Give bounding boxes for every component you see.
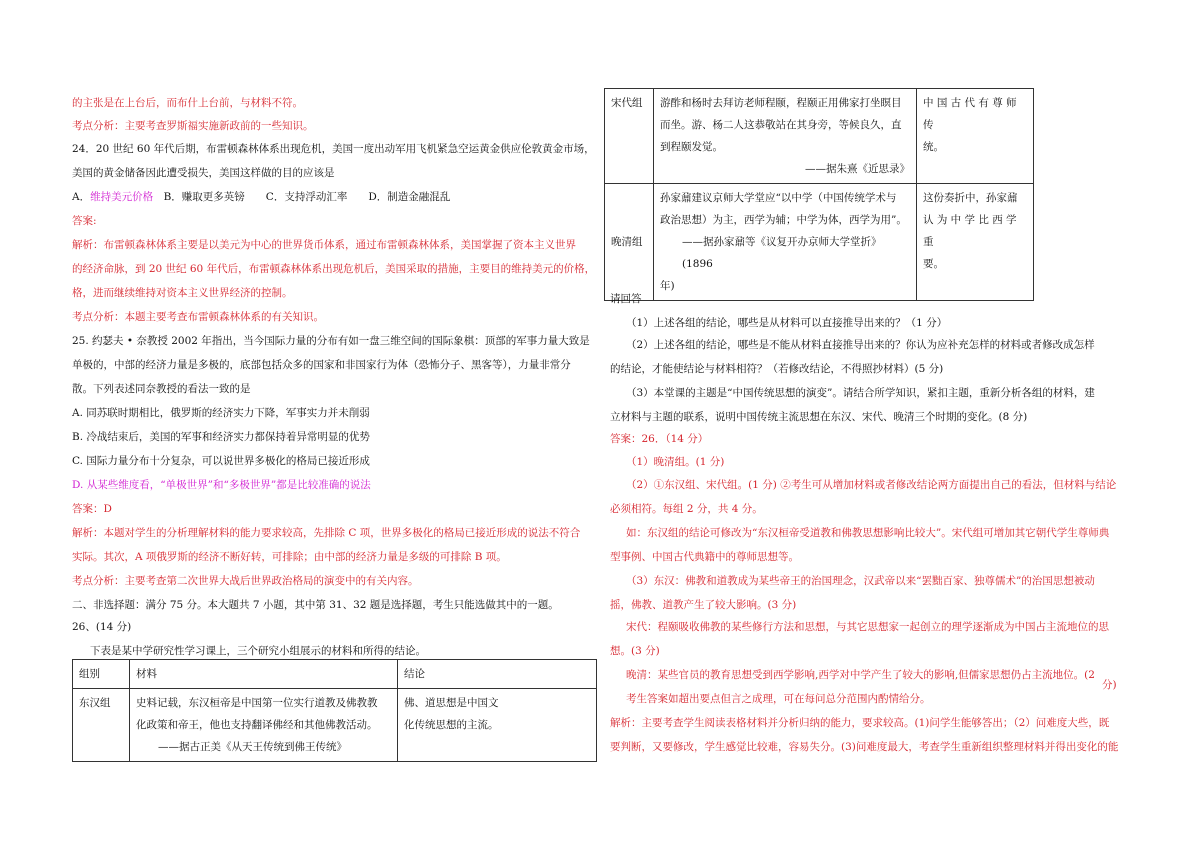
ask-heading: 请回答 — [610, 293, 642, 305]
table-row-donghan — [73, 689, 597, 762]
q25-option-d: D. 从某些维度看，“单极世界”和“多极世界”都是比较准确的说法 — [72, 479, 371, 491]
conclusion-line: 统。 — [923, 141, 944, 153]
table-header-row — [73, 660, 597, 689]
q26-heading: 26、(14 分) — [72, 621, 132, 633]
group-donghan: 东汉组 — [73, 689, 130, 762]
q25-stem-line2: 单极的，中部的经济力量是多极的，底部包括众多的国家和非国家行为体（恐怖分子、黑客等），力量非常分 — [72, 359, 571, 371]
material-source: ——据古正美《从天王传统到佛王传统》 — [158, 741, 347, 753]
material-line: 到程颐发觉。 — [660, 141, 723, 153]
conclusion-line: 认 为 中 学 比 西 学 重 — [923, 214, 1017, 248]
table-row-song — [605, 89, 1034, 184]
q24-stem-line2: 美国的黄金储备因此遭受损失，美国这样做的目的应该是 — [72, 167, 335, 179]
material-donghan — [130, 689, 398, 762]
explanation-line2: 要判断，又要修改，学生感觉比较难，容易失分。(3)问难度最大，考查学生重新组织整理材料并得出变化的能 — [610, 741, 1119, 753]
conclusion-line: 佛、道思想是中国文 — [404, 697, 499, 709]
answer-2-line2: 必须相符。每组 2 分，共 4 分。 — [610, 503, 763, 515]
qing-answer-tail: 分) — [1102, 679, 1117, 691]
q24-stem-line1: 24．20 世纪 60 年代后期，布雷顿森林体系出现危机，美国一度出动军用飞机紧急空运黄金供应伦敦黄金市场， — [72, 143, 595, 155]
material-line: 而坐。游、杨二人这恭敬站在其身旁，等候良久，直 — [660, 119, 902, 131]
grading-note: 考生答案如超出要点但言之成理，可在每问总分范围内酌情给分。 — [626, 693, 931, 705]
conclusion-line: 这份奏折中，孙家鼐 — [923, 192, 1018, 204]
q25-answer: 答案：D — [72, 503, 112, 515]
q24-options-rest: B．赚取更多英镑 C．支持浮动汇率 D．制造金融混乱 — [163, 191, 451, 203]
q25-stem-line1: 25. 约瑟夫 • 奈教授 2002 年指出，当今国际力量的分布有如一盘三维空间的国际象棋：顶部的军事力量大致是 — [72, 335, 590, 347]
header-conclusion: 结论 — [398, 660, 597, 689]
question-1: （1）上述各组的结论，哪些是从材料可以直接推导出来的？（1 分） — [626, 317, 948, 329]
explanation-line1: 解析：主要考查学生阅读表格材料并分析归纳的能力，要求较高。(1)问学生能够答出；（2）问难度大些，既 — [610, 717, 1110, 729]
conclusion-qing — [917, 184, 1034, 301]
material-qing — [654, 184, 917, 301]
conclusion-line: 化传统思想的主流。 — [404, 719, 499, 731]
q25-option-a: A. 同苏联时期相比，俄罗斯的经济实力下降，军事实力并未削弱 — [72, 407, 370, 419]
answer-heading: 答案：26．（14 分） — [610, 433, 709, 445]
example-line2: 型事例、中国古代典籍中的尊师思想等。 — [610, 551, 799, 563]
qing-answer: 晚清：某些官员的教育思想受到西学影响,西学对中学产生了较大的影响,但儒家思想仍占主流地位。(2 — [626, 669, 1095, 681]
q25-option-c: C. 国际力量分布十分复杂，可以说世界多极化的格局已接近形成 — [72, 455, 370, 467]
header-group: 组别 — [73, 660, 130, 689]
example-line1: 如：东汉组的结论可修改为“东汉桓帝受道教和佛教思想影响比较大”。宋代组可增加其它朝代学生尊师典 — [626, 527, 1110, 539]
answer-1: （1）晚清组。(1 分) — [626, 456, 725, 468]
q26-intro: 下表是某中学研究性学习课上，三个研究小组展示的材料和所得的结论。 — [90, 645, 426, 657]
q24-option-a: 维持美元价格 — [90, 191, 154, 203]
group-qing: 晚清组 — [605, 184, 654, 301]
conclusion-donghan — [398, 689, 597, 762]
material-source: 年) — [660, 280, 675, 292]
material-line: 孙家鼐建议京师大学堂应“以中学（中国传统学术与 — [660, 192, 897, 204]
conclusion-line: 要。 — [923, 258, 944, 270]
table-row-qing — [605, 184, 1034, 301]
answer-3-line1: （3）东汉：佛教和道教成为某些帝王的治国理念，汉武帝以来“罢黜百家、独尊儒术”的治国思想被动 — [626, 575, 1095, 587]
material-source: ——据孙家鼐等《议复开办京师大学堂折》(1896 — [682, 236, 882, 270]
conclusion-song — [917, 89, 1034, 184]
question-3-line1: （3）本堂课的主题是“中国传统思想的演变”。请结合所学知识，紧扣主题，重新分析各组的材料，建 — [626, 387, 1095, 399]
question-3-line2: 立材料与主题的联系，说明中国传统主流思想在东汉、宋代、晚清三个时期的变化。(8 分) — [610, 411, 1028, 423]
song-answer-line1: 宋代：程颐吸收佛教的某些修行方法和思想，与其它思想家一起创立的理学逐渐成为中国占主流地位的思 — [626, 621, 1109, 633]
material-line: 政治思想）为主，西学为辅；中学为体，西学为用”。 — [660, 214, 907, 226]
q25-option-b: B. 冷战结束后，美国的军事和经济实力都保持着异常明显的优势 — [72, 431, 370, 443]
answer-3-line2: 摇，佛教、道教产生了较大影响。(3 分) — [610, 599, 797, 611]
q24-key-point: 考点分析：本题主要考查布雷顿森林体系的有关知识。 — [72, 311, 324, 323]
answer-2-line1: （2）①东汉组、宋代组。(1 分) ②考生可从增加材料或者修改结论两方面提出自己的看法，但材料与结论 — [626, 479, 1117, 491]
song-answer-line2: 想。(3 分) — [610, 645, 660, 657]
q26-table-part1 — [72, 659, 597, 762]
header-material: 材料 — [130, 660, 398, 689]
material-line: 史料记载，东汉桓帝是中国第一位实行道教及佛教教 — [136, 697, 378, 709]
q25-explanation-line1: 解析：本题对学生的分析理解材料的能力要求较高，先排除 C 项，世界多极化的格局已接近形成的说法不符合 — [72, 527, 581, 539]
question-2-line2: 的结论，才能使结论与材料相符？（若修改结论，不得照抄材料）(5 分) — [610, 363, 944, 375]
q25-key-point: 考点分析：主要考查第二次世界大战后世界政治格局的演变中的有关内容。 — [72, 575, 419, 587]
material-source: ——据朱熹《近思录》 — [805, 163, 910, 175]
group-song: 宋代组 — [605, 89, 654, 184]
q24-explanation-line2: 的经济命脉，到 20 世纪 60 年代后，布雷顿森林体系出现危机后，美国采取的措施，主要目的维持美元的价格， — [72, 263, 596, 275]
q25-explanation-line2: 实际。其次，A 项俄罗斯的经济不断好转，可排除；由中部的经济力量是多级的可排除 B 项。 — [72, 551, 507, 563]
q25-stem-line3: 散。下列表述同奈教授的看法一致的是 — [72, 383, 251, 395]
q24-option-a-prefix: A． — [72, 191, 91, 203]
material-line: 化政策和帝王，他也支持翻译佛经和其他佛教活动。 — [136, 719, 378, 731]
prev-key-point: 考点分析：主要考查罗斯福实施新政前的一些知识。 — [72, 120, 314, 132]
q24-options — [72, 190, 450, 204]
q24-explanation-line1: 解析：布雷顿森林体系主要是以美元为中心的世界货币体系，通过布雷顿森林体系，美国掌握了资本主义世界 — [72, 239, 576, 251]
material-line: 游酢和杨时去拜访老师程颐，程颐正用佛家打坐瞑目 — [660, 97, 902, 109]
q24-explanation-line3: 格，进而继续维持对资本主义世界经济的控制。 — [72, 287, 293, 299]
conclusion-line: 中 国 古 代 有 尊 师 传 — [923, 97, 1017, 131]
section-2-heading: 二、非选择题：满分 75 分。本大题共 7 小题，其中第 31、32 题是选择题，考生只能选做其中的一题。 — [72, 599, 559, 611]
q26-table-part2 — [604, 88, 1034, 301]
material-song — [654, 89, 917, 184]
q24-answer: 答案: — [72, 215, 97, 227]
prev-explanation-tail: 的主张是在上台后，而布什上台前，与材料不符。 — [72, 97, 303, 109]
question-2-line1: （2）上述各组的结论，哪些是不能从材料直接推导出来的？你认为应补充怎样的材料或者修改成怎样 — [626, 339, 1095, 351]
